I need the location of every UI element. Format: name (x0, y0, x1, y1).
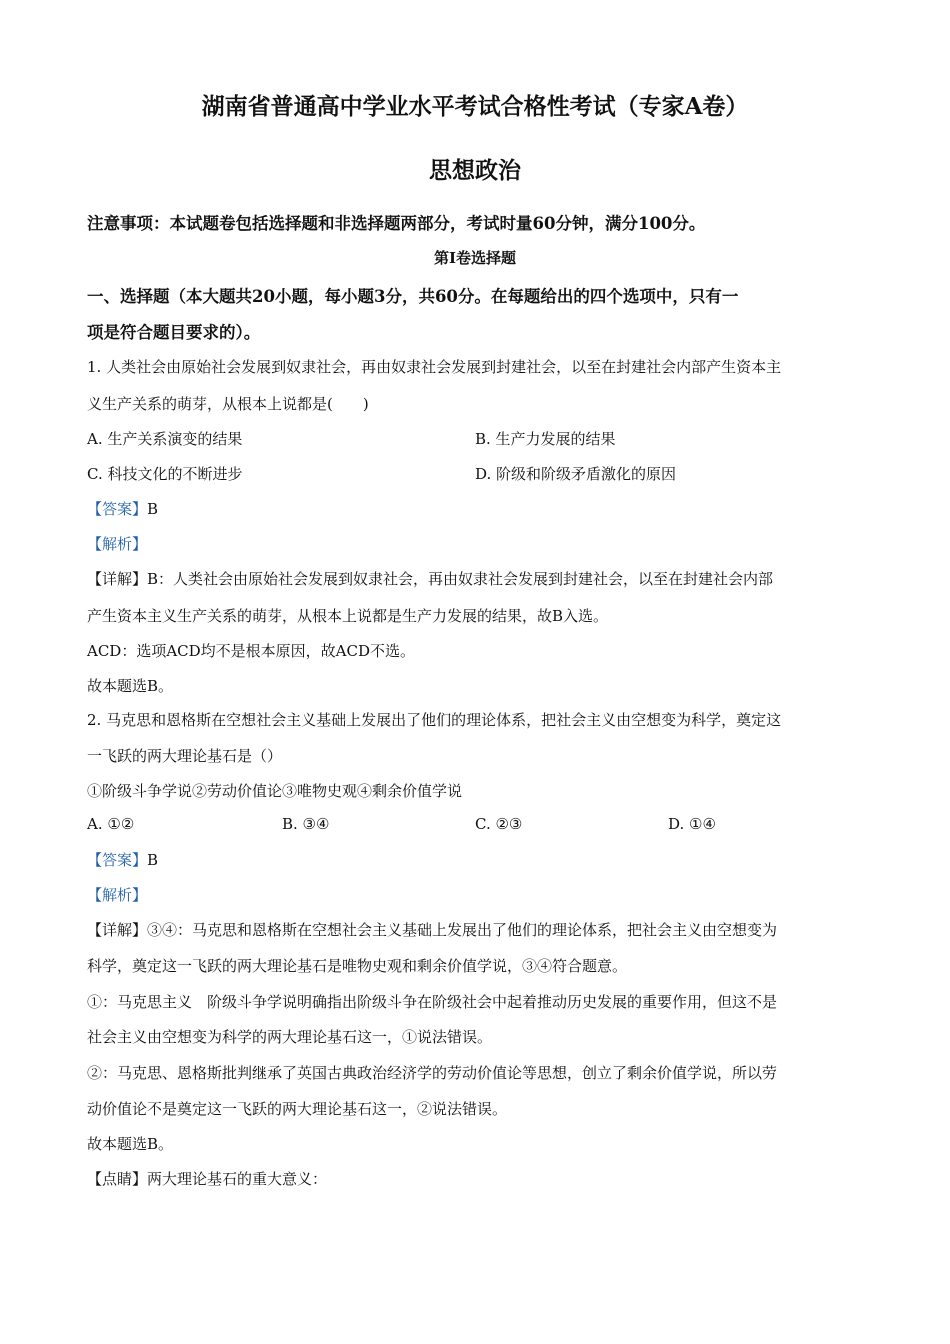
answer-value: B (147, 500, 159, 518)
q2-detail-line4: 社会主义由空想变为科学的两大理论基石这一，①说法错误。 (87, 1028, 493, 1046)
q2-detail-line3: ①：马克思主义 阶级斗争学说明确指出阶级斗争在阶级社会中起着推动历史发展的重要作用，但这不是 (87, 993, 778, 1011)
q1-stem-line2: 义生产关系的萌芽，从根本上说都是( ) (87, 395, 369, 413)
section-heading-line2: 项是符合题目要求的）。 (87, 323, 261, 342)
point-text: 两大理论基石的重大意义： (147, 1170, 328, 1188)
answer-tag: 【答案】 (87, 851, 148, 869)
q1-detail-line3: ACD：选项ACD均不是根本原因，故ACD不选。 (87, 642, 416, 660)
q2-stem-line1: 2. 马克思和恩格斯在空想社会主义基础上发展出了他们的理论体系，把社会主义由空想变为科学，奠定这 (87, 711, 782, 729)
q2-analysis-tag: 【解析】 (87, 886, 148, 904)
subject-title: 思想政治 (429, 157, 521, 184)
q2-option-c: C. ②③ (475, 815, 523, 833)
detail-tag: 【详解】 (87, 570, 148, 588)
q1-detail-line2: 产生资本主义生产关系的萌芽，从根本上说都是生产力发展的结果，故B入选。 (87, 607, 609, 625)
q1-stem-line1: 1. 人类社会由原始社会发展到奴隶社会，再由奴隶社会发展到封建社会，以至在封建社会内部产生资本主 (87, 358, 782, 376)
q1-option-d: D. 阶级和阶级矛盾激化的原因 (475, 465, 677, 483)
q2-detail-line5: ②：马克思、恩格斯批判继承了英国古典政治经济学的劳动价值论等思想，创立了剩余价值学说，所以劳 (87, 1064, 778, 1082)
q2-detail-line2: 科学，奠定这一飞跃的两大理论基石是唯物史观和剩余价值学说，③④符合题意。 (87, 957, 628, 975)
q2-answer (87, 849, 867, 870)
detail-text: ③④：马克思和恩格斯在空想社会主义基础上发展出了他们的理论体系，把社会主义由空想变为 (147, 921, 778, 939)
q2-option-d: D. ①④ (668, 815, 716, 833)
detail-tag: 【详解】 (87, 921, 148, 939)
q2-stem-line2: 一飞跃的两大理论基石是（） (87, 747, 283, 765)
q2-items: ①阶级斗争学说②劳动价值论③唯物史观④剩余价值学说 (87, 782, 463, 800)
q2-conclusion: 故本题选B。 (87, 1135, 174, 1153)
answer-tag: 【答案】 (87, 500, 148, 518)
exam-title: 湖南省普通高中学业水平考试合格性考试（专家A卷） (201, 93, 749, 120)
answer-value: B (147, 851, 159, 869)
q1-analysis-tag: 【解析】 (87, 535, 148, 553)
part-title: 第I卷选择题 (433, 249, 517, 267)
q2-option-a: A. ①② (87, 815, 135, 833)
q1-detail-line1 (87, 568, 867, 589)
q1-option-c: C. 科技文化的不断进步 (87, 465, 243, 483)
q2-point (87, 1168, 867, 1189)
q2-detail-line6: 动价值论不是奠定这一飞跃的两大理论基石这一，②说法错误。 (87, 1100, 508, 1118)
notice: 注意事项：本试题卷包括选择题和非选择题两部分，考试时量60分钟，满分100分。 (87, 214, 706, 233)
detail-text: B：人类社会由原始社会发展到奴隶社会，再由奴隶社会发展到封建社会，以至在封建社会内部 (147, 570, 774, 588)
q1-option-a: A. 生产关系演变的结果 (87, 430, 243, 448)
section-heading-line1: 一、选择题（本大题共20小题，每小题3分，共60分。在每题给出的四个选项中，只有一 (87, 287, 739, 306)
q1-option-b: B. 生产力发展的结果 (475, 430, 616, 448)
q2-detail-line1 (87, 919, 867, 940)
q2-option-b: B. ③④ (282, 815, 330, 833)
point-tag: 【点睛】 (87, 1170, 148, 1188)
q1-conclusion: 故本题选B。 (87, 677, 174, 695)
q1-answer (87, 498, 867, 519)
